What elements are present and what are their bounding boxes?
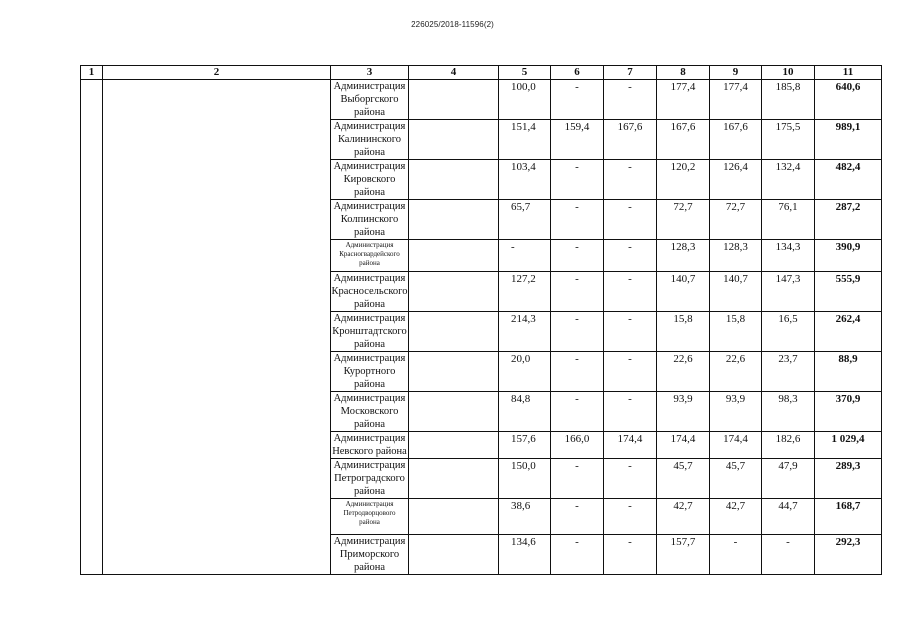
header-row: [81, 66, 882, 80]
total-cell: 88,9: [815, 352, 882, 392]
org-name-line: Администрация: [333, 353, 406, 364]
value-cell: 128,3: [657, 240, 710, 272]
org-name-line: Администрация: [333, 81, 406, 92]
value-cell: 100,0: [499, 80, 551, 120]
value-cell: -: [551, 535, 604, 575]
org-name-line: Приморского: [339, 549, 400, 560]
value-cell: 140,7: [657, 272, 710, 312]
value-cell: 23,7: [762, 352, 815, 392]
col-header: 3: [331, 66, 409, 80]
value-cell: 174,4: [710, 432, 762, 459]
org-name-line: Красносельского: [331, 286, 408, 297]
value-cell: 167,6: [710, 120, 762, 160]
value-cell: 167,6: [604, 120, 657, 160]
value-cell: 15,8: [710, 312, 762, 352]
value-cell: -: [604, 312, 657, 352]
value-cell: -: [551, 459, 604, 499]
blank-cell-col4: [409, 392, 499, 432]
budget-table: [80, 65, 882, 575]
org-name-line: Администрация: [345, 500, 394, 508]
value-cell: -: [604, 80, 657, 120]
table-row: [81, 80, 882, 120]
org-name-line: Невского района: [332, 446, 407, 457]
value-cell: -: [604, 535, 657, 575]
value-cell: 16,5: [762, 312, 815, 352]
value-cell: 174,4: [657, 432, 710, 459]
value-cell: 127,2: [499, 272, 551, 312]
org-name-line: Кировского: [343, 174, 396, 185]
value-cell: 147,3: [762, 272, 815, 312]
org-name-line: района: [353, 419, 386, 430]
col-header: 7: [604, 66, 657, 80]
value-cell: -: [499, 240, 551, 272]
blank-cell-col1: [81, 80, 103, 575]
org-name-line: Петродворцового: [343, 509, 396, 517]
total-cell: 292,3: [815, 535, 882, 575]
value-cell: 76,1: [762, 200, 815, 240]
value-cell: 84,8: [499, 392, 551, 432]
blank-cell-col4: [409, 80, 499, 120]
value-cell: 38,6: [499, 499, 551, 535]
value-cell: 182,6: [762, 432, 815, 459]
value-cell: 72,7: [710, 200, 762, 240]
value-cell: 98,3: [762, 392, 815, 432]
org-name-cell: [331, 80, 409, 120]
table-body: [81, 80, 882, 575]
org-name-line: Администрация: [333, 393, 406, 404]
total-cell: 168,7: [815, 499, 882, 535]
value-cell: 15,8: [657, 312, 710, 352]
col-header: 10: [762, 66, 815, 80]
value-cell: -: [710, 535, 762, 575]
blank-cell-col2: [103, 80, 331, 575]
value-cell: -: [604, 392, 657, 432]
org-name-line: района: [353, 562, 386, 573]
org-name-cell: [331, 160, 409, 200]
total-cell: 555,9: [815, 272, 882, 312]
col-header: 11: [815, 66, 882, 80]
org-name-cell: [331, 535, 409, 575]
org-name-line: Петроградского: [334, 473, 405, 484]
org-name-line: Администрация: [333, 121, 406, 132]
value-cell: 134,6: [499, 535, 551, 575]
value-cell: -: [604, 240, 657, 272]
value-cell: -: [551, 392, 604, 432]
blank-cell-col4: [409, 432, 499, 459]
total-cell: 370,9: [815, 392, 882, 432]
col-header: 8: [657, 66, 710, 80]
value-cell: -: [604, 272, 657, 312]
org-name-line: Курортного: [343, 366, 396, 377]
org-name-cell: [331, 352, 409, 392]
total-cell: 482,4: [815, 160, 882, 200]
total-cell: 262,4: [815, 312, 882, 352]
value-cell: 214,3: [499, 312, 551, 352]
org-name-line: Администрация: [345, 241, 394, 249]
value-cell: 167,6: [657, 120, 710, 160]
blank-cell-col4: [409, 120, 499, 160]
org-name-line: района: [359, 259, 380, 267]
col-header: 4: [409, 66, 499, 80]
org-name-line: района: [353, 486, 386, 497]
org-name-line: Администрация: [333, 161, 406, 172]
value-cell: 166,0: [551, 432, 604, 459]
value-cell: 157,6: [499, 432, 551, 459]
org-name-line: Администрация: [333, 273, 406, 284]
value-cell: 128,3: [710, 240, 762, 272]
col-header: 5: [499, 66, 551, 80]
org-name-line: Администрация: [333, 201, 406, 212]
blank-cell-col4: [409, 240, 499, 272]
value-cell: 44,7: [762, 499, 815, 535]
value-cell: 22,6: [657, 352, 710, 392]
value-cell: -: [604, 200, 657, 240]
blank-cell-col4: [409, 352, 499, 392]
org-name-cell: [331, 499, 409, 535]
col-header: 1: [81, 66, 103, 80]
value-cell: 42,7: [710, 499, 762, 535]
value-cell: 151,4: [499, 120, 551, 160]
value-cell: -: [551, 312, 604, 352]
org-name-line: Колпинского: [340, 214, 399, 225]
org-name-line: Московского: [340, 406, 399, 417]
value-cell: 134,3: [762, 240, 815, 272]
value-cell: 174,4: [604, 432, 657, 459]
org-name-line: Администрация: [333, 460, 406, 471]
org-name-line: района: [353, 379, 386, 390]
total-cell: 390,9: [815, 240, 882, 272]
org-name-cell: [331, 459, 409, 499]
value-cell: -: [604, 459, 657, 499]
value-cell: -: [551, 80, 604, 120]
value-cell: 150,0: [499, 459, 551, 499]
blank-cell-col4: [409, 160, 499, 200]
blank-cell-col4: [409, 272, 499, 312]
total-cell: 289,3: [815, 459, 882, 499]
col-header: 9: [710, 66, 762, 80]
value-cell: 175,5: [762, 120, 815, 160]
org-name-line: района: [359, 518, 380, 526]
value-cell: -: [551, 240, 604, 272]
blank-cell-col4: [409, 312, 499, 352]
org-name-line: Администрация: [333, 536, 406, 547]
blank-cell-col4: [409, 535, 499, 575]
org-name-cell: [331, 272, 409, 312]
total-cell: 989,1: [815, 120, 882, 160]
col-header: 2: [103, 66, 331, 80]
value-cell: 185,8: [762, 80, 815, 120]
value-cell: 120,2: [657, 160, 710, 200]
value-cell: 65,7: [499, 200, 551, 240]
org-name-line: Калининского: [337, 134, 402, 145]
org-name-line: Администрация: [333, 433, 406, 444]
blank-cell-col4: [409, 499, 499, 535]
total-cell: 287,2: [815, 200, 882, 240]
value-cell: -: [551, 200, 604, 240]
org-name-line: Выборгского: [340, 94, 399, 105]
total-cell: 1 029,4: [815, 432, 882, 459]
value-cell: -: [551, 272, 604, 312]
value-cell: 72,7: [657, 200, 710, 240]
total-cell: 640,6: [815, 80, 882, 120]
value-cell: 93,9: [710, 392, 762, 432]
org-name-line: Красногвардейского: [339, 250, 400, 258]
org-name-line: района: [353, 187, 386, 198]
org-name-line: Администрация: [333, 313, 406, 324]
value-cell: 103,4: [499, 160, 551, 200]
document-id-stamp: 226025/2018-11596(2): [411, 20, 494, 29]
value-cell: 177,4: [710, 80, 762, 120]
col-header: 6: [551, 66, 604, 80]
value-cell: -: [762, 535, 815, 575]
value-cell: 177,4: [657, 80, 710, 120]
value-cell: 93,9: [657, 392, 710, 432]
value-cell: 45,7: [657, 459, 710, 499]
org-name-line: района: [353, 147, 386, 158]
value-cell: 157,7: [657, 535, 710, 575]
blank-cell-col4: [409, 459, 499, 499]
value-cell: -: [551, 499, 604, 535]
org-name-line: района: [353, 339, 386, 350]
org-name-cell: [331, 240, 409, 272]
org-name-line: района: [353, 107, 386, 118]
org-name-line: района: [353, 299, 386, 310]
value-cell: 42,7: [657, 499, 710, 535]
org-name-line: Кронштадтского: [332, 326, 407, 337]
org-name-cell: [331, 392, 409, 432]
org-name-cell: [331, 200, 409, 240]
value-cell: 45,7: [710, 459, 762, 499]
value-cell: 140,7: [710, 272, 762, 312]
blank-cell-col4: [409, 200, 499, 240]
org-name-cell: [331, 120, 409, 160]
value-cell: 20,0: [499, 352, 551, 392]
value-cell: 159,4: [551, 120, 604, 160]
org-name-line: района: [353, 227, 386, 238]
value-cell: -: [604, 352, 657, 392]
value-cell: 47,9: [762, 459, 815, 499]
value-cell: 22,6: [710, 352, 762, 392]
org-name-cell: [331, 432, 409, 459]
org-name-cell: [331, 312, 409, 352]
value-cell: -: [551, 160, 604, 200]
value-cell: 132,4: [762, 160, 815, 200]
value-cell: -: [551, 352, 604, 392]
value-cell: -: [604, 499, 657, 535]
value-cell: -: [604, 160, 657, 200]
value-cell: 126,4: [710, 160, 762, 200]
